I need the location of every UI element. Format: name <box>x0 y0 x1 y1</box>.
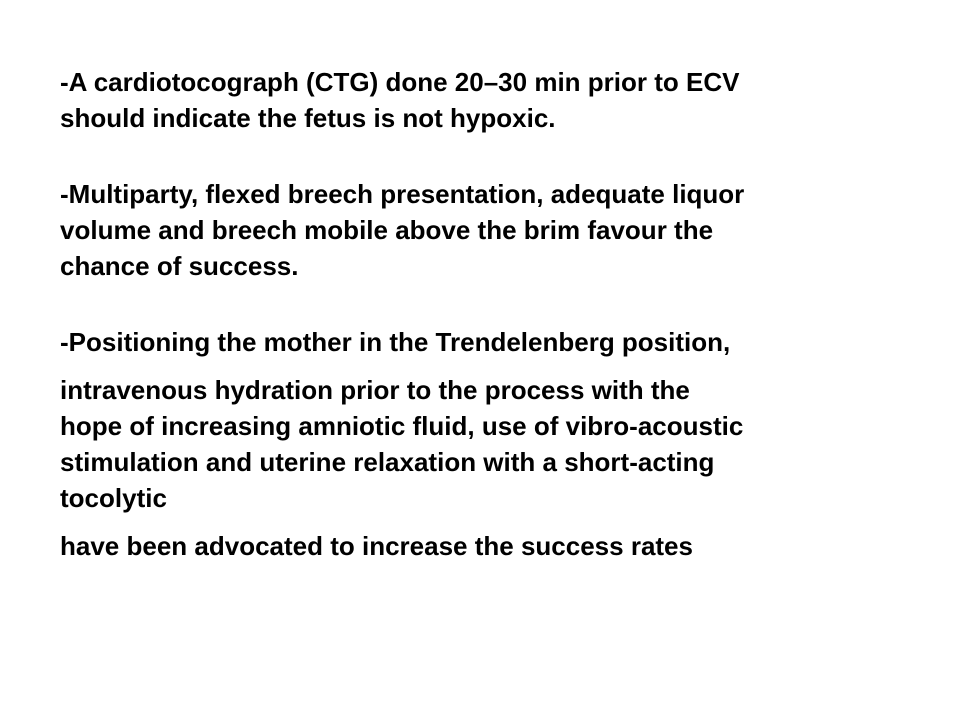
text-line: -A cardiotocograph (CTG) done 20–30 min prior to ECV <box>60 67 740 97</box>
success-factors-paragraph <box>60 176 920 284</box>
text-line: tocolytic <box>60 483 167 513</box>
text-line: have been advocated to increase the success rates <box>60 531 693 561</box>
ctg-paragraph <box>60 64 920 136</box>
text-line: -Multiparty, ﬂexed breech presentation, adequate liquor <box>60 179 745 209</box>
text-line: should indicate the fetus is not hypoxic. <box>60 103 556 133</box>
text-line: hope of increasing amniotic ﬂuid, use of vibro-acoustic <box>60 411 744 441</box>
text-line: stimulation and uterine relaxation with a short-acting <box>60 447 715 477</box>
text-line: chance of success. <box>60 251 299 281</box>
positioning-paragraph <box>60 324 920 360</box>
conclusion-paragraph <box>60 528 920 564</box>
text-line: intravenous hydration prior to the process with the <box>60 375 690 405</box>
text-line: volume and breech mobile above the brim favour the <box>60 215 714 245</box>
slide-body <box>60 64 920 564</box>
hydration-paragraph <box>60 372 920 516</box>
text-line: -Positioning the mother in the Trendelenberg position, <box>60 327 731 357</box>
